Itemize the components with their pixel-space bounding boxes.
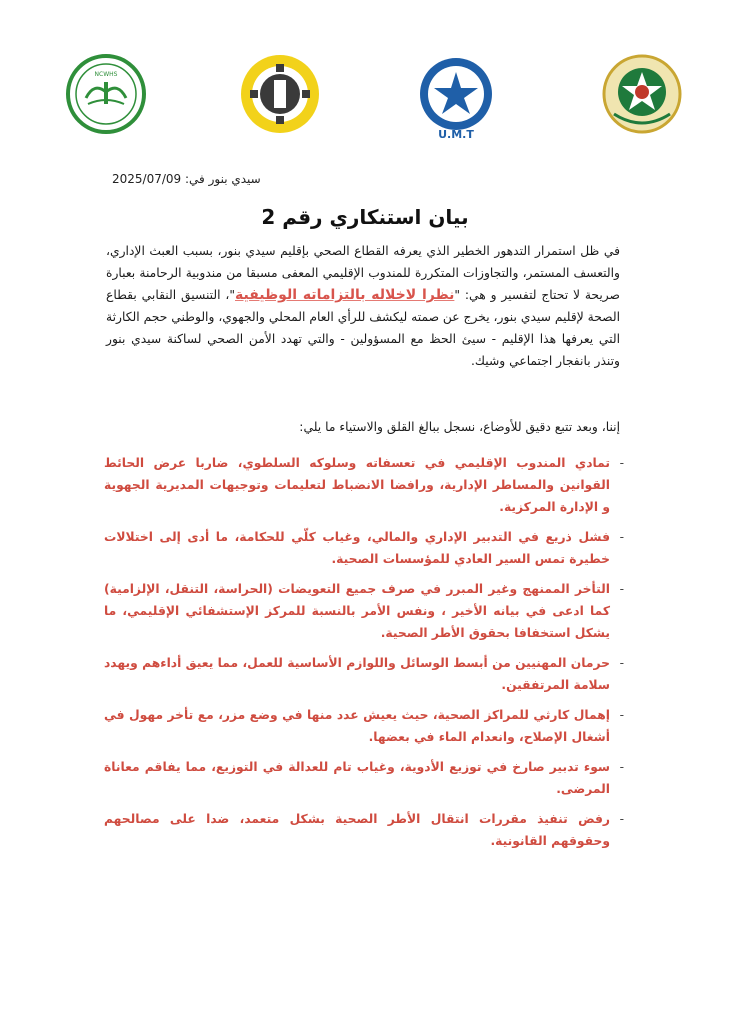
list-item-text: سوء تدبير صارخ في توزيع الأدوية، وغياب تام للعدالة في التوزيع، مما يفاقم معاناة المرضى. xyxy=(104,760,610,796)
list-item-text: التأخر الممنهج وغير المبرر في صرف جميع التعويضات (الحراسة، التنقل، الإلزامية) كما ادعى في بيانه الأخير ، ونفس الأمر بالنسبة للمركز الإستشفائي الإقليمي، ما يشكل استخفافا بحقوق الأطر الصحية. xyxy=(104,582,610,640)
bullet-dash: - xyxy=(619,456,624,470)
list-item-text: حرمان المهنيين من أبسط الوسائل واللوازم الأساسية للعمل، مما يعيق أداءهم ويهدد سلامة المرتفقين. xyxy=(104,656,610,692)
list-item xyxy=(104,808,624,852)
bullet-dash: - xyxy=(619,812,624,826)
list-item xyxy=(104,452,624,518)
list-item xyxy=(104,652,624,696)
intro-text-part1: في ظل استمرار التدهور الخطير الذي يعرفه القطاع الصحي بإقليم سيدي بنور، بسبب العبث الإداري، والتعسف المستمر، والتجاوزات المتكررة للمندوب الإقليمي المعفى مسبقا من مندوبية الرحامنة بعبارة صريحة لا تحتاج لتفسير و هي: " xyxy=(106,244,620,302)
list-item xyxy=(104,756,624,800)
umt-logo xyxy=(414,56,498,140)
bullet-dash: - xyxy=(619,582,624,596)
list-item-text: رفض تنفيذ مقررات انتقال الأطر الصحية بشكل متعمد، ضدا على مصالحهم وحقوقهم القانونية. xyxy=(104,812,610,848)
democratic-confederation-logo xyxy=(238,52,322,136)
lead-sentence: إننا، وبعد تتبع دقيق للأوضاع، نسجل ببالغ القلق والاستياء ما يلي: xyxy=(299,420,620,434)
list-item xyxy=(104,578,624,644)
bullet-dash: - xyxy=(619,708,624,722)
bullet-dash: - xyxy=(619,530,624,544)
intro-highlight: نظرا لاخلاله بالتزاماته الوظيفية xyxy=(235,287,455,303)
star-emblem-logo xyxy=(600,52,684,136)
logos-header xyxy=(62,52,690,144)
logo-caption: U.M.T xyxy=(438,128,474,140)
bullet-dash: - xyxy=(619,760,624,774)
grievance-list xyxy=(104,452,624,860)
health-union-logo xyxy=(64,52,148,136)
logo-caption: NCWHS xyxy=(94,71,118,78)
list-item-text: فشل ذريع في التدبير الإداري والمالي، وغياب كلّي للحكامة، ما أدى إلى اختلالات خطيرة تمس السير العادي للمؤسسات الصحية. xyxy=(104,530,610,566)
bullet-dash: - xyxy=(619,656,624,670)
list-item xyxy=(104,704,624,748)
dateline: سيدي بنور في: 2025/07/09 xyxy=(112,172,261,186)
intro-paragraph xyxy=(106,240,620,372)
statement-title: بيان استنكاري رقم 2 xyxy=(261,205,469,229)
list-item-text: تمادي المندوب الإقليمي في تعسفاته وسلوكه السلطوي، ضاربا عرض الحائط القوانين والمساطر الإدارية، ورافضا الانضباط لتعليمات وتوجيهات المديرية الجهوية و الإدارة المركزية. xyxy=(104,456,610,514)
list-item-text: إهمال كارثي للمراكز الصحية، حيث يعيش عدد منها في وضع مزر، مع تأخر مهول في أشغال الإصلاح، وانعدام الماء في بعضها. xyxy=(104,708,610,744)
list-item xyxy=(104,526,624,570)
intro-text-part2: "، التنسيق النقابي بقطاع الصحة لإقليم سيدي بنور، يخرج عن صمته ليكشف للرأي العام المحلي والجهوي، والوطني حجم الكارثة التي يعرفها هذا الإقليم - سيئ الحظ مع المسؤولين - والتي تهدد الأمن الصحي لساكنة سيدي بنور وتنذر بانفجار اجتماعي وشيك. xyxy=(106,288,620,368)
